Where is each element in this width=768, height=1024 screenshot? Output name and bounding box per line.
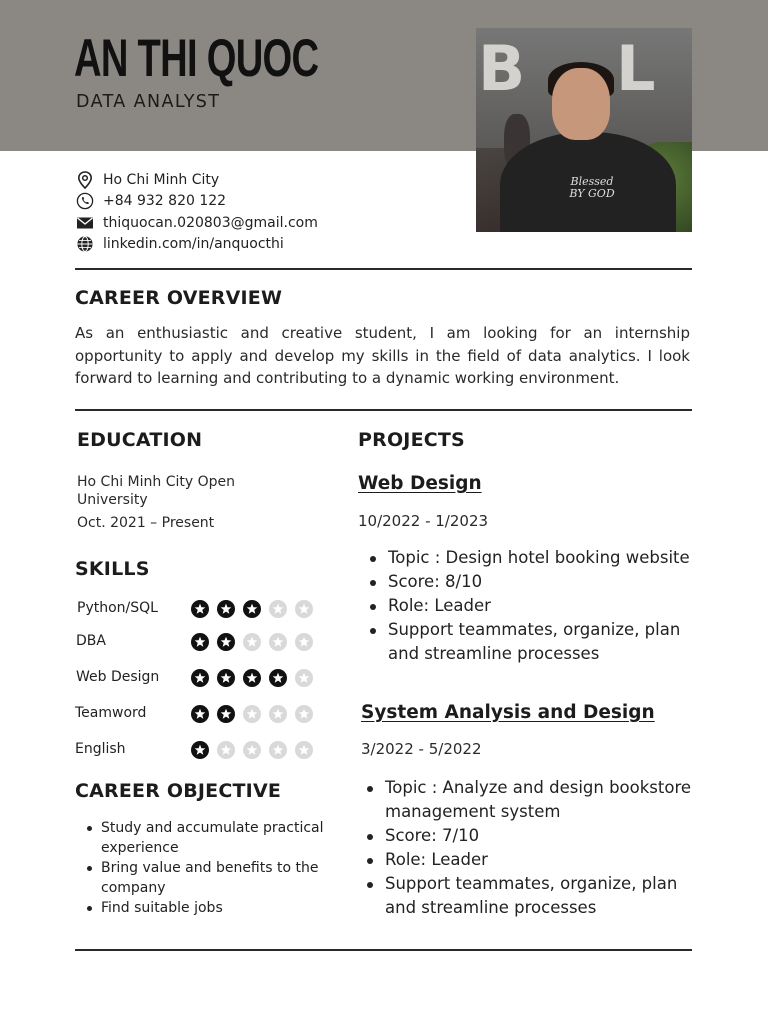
skill-label: DBA	[76, 633, 106, 649]
star-empty-icon	[243, 633, 261, 651]
star-empty-icon	[295, 600, 313, 618]
career-overview-heading: CAREER OVERVIEW	[75, 287, 283, 309]
list-item: Role: Leader	[363, 848, 703, 872]
star-filled-icon	[217, 600, 235, 618]
education-school: Ho Chi Minh City Open University	[77, 474, 235, 508]
star-empty-icon	[243, 741, 261, 759]
profile-photo	[476, 28, 692, 232]
contact-phone	[76, 191, 226, 211]
skill-rating	[191, 705, 313, 723]
career-overview-text: As an enthusiastic and creative student, I am looking for an internship opportunity to apply and develop my skills in the field of data analytics. I look forward to learning and contributing to a dynamic working environment.	[75, 324, 690, 387]
skill-label: Python/SQL	[77, 600, 158, 616]
skill-rating	[191, 600, 313, 618]
star-empty-icon	[269, 600, 287, 618]
contact-location	[76, 170, 219, 190]
location-text: Ho Chi Minh City	[103, 172, 220, 188]
project-title: System Analysis and Design	[361, 702, 655, 723]
star-empty-icon	[269, 705, 287, 723]
contact-linkedin[interactable]	[76, 234, 284, 254]
globe-icon	[76, 235, 94, 253]
skill-rating	[191, 669, 313, 687]
envelope-icon	[76, 214, 94, 232]
photo-head	[552, 68, 610, 140]
list-item: Role: Leader	[366, 594, 706, 618]
list-item: Support teammates, organize, plan and streamline processes	[366, 618, 706, 666]
star-filled-icon	[191, 741, 209, 759]
star-filled-icon	[217, 669, 235, 687]
phone-text: +84 932 820 122	[103, 193, 227, 209]
project-dates: 3/2022 - 5/2022	[361, 740, 482, 758]
section-divider	[75, 409, 692, 411]
list-item: Topic : Design hotel booking website	[366, 546, 706, 570]
star-filled-icon	[191, 600, 209, 618]
star-filled-icon	[269, 669, 287, 687]
star-empty-icon	[295, 741, 313, 759]
photo-wall-letter: L	[616, 32, 656, 105]
list-item: Bring value and benefits to the company	[86, 858, 336, 898]
star-filled-icon	[191, 633, 209, 651]
star-empty-icon	[295, 705, 313, 723]
star-filled-icon	[191, 705, 209, 723]
shirt-text-line: BY GOD	[569, 187, 615, 201]
project-dates: 10/2022 - 1/2023	[358, 512, 489, 530]
education-heading: EDUCATION	[77, 429, 203, 451]
career-objective-heading: CAREER OBJECTIVE	[75, 780, 282, 802]
list-item: Find suitable jobs	[86, 898, 336, 918]
star-filled-icon	[243, 669, 261, 687]
skills-heading: SKILLS	[75, 558, 150, 580]
skill-rating	[191, 741, 313, 759]
linkedin-link[interactable]: linkedin.com/in/anquocthi	[103, 236, 284, 252]
list-item: Score: 7/10	[363, 824, 703, 848]
star-empty-icon	[243, 705, 261, 723]
section-divider	[75, 268, 692, 270]
star-filled-icon	[217, 633, 235, 651]
star-empty-icon	[295, 669, 313, 687]
star-filled-icon	[217, 705, 235, 723]
career-objective-list	[86, 818, 336, 918]
education-dates: Oct. 2021 – Present	[77, 515, 215, 531]
email-link[interactable]: thiquocan.020803@gmail.com	[103, 215, 318, 231]
contact-email[interactable]	[76, 213, 318, 233]
skill-label: English	[75, 741, 126, 757]
list-item: Score: 8/10	[366, 570, 706, 594]
project-details	[363, 776, 703, 920]
phone-icon	[76, 192, 94, 210]
job-title: DATA ANALYST	[76, 92, 221, 112]
skill-rating	[191, 633, 313, 651]
skill-label: Teamword	[75, 705, 147, 721]
star-filled-icon	[243, 600, 261, 618]
shirt-text-line: Blessed	[570, 175, 614, 188]
section-divider	[75, 949, 692, 951]
star-empty-icon	[217, 741, 235, 759]
list-item: Support teammates, organize, plan and streamline processes	[363, 872, 703, 920]
star-empty-icon	[269, 633, 287, 651]
photo-shirt-print	[564, 176, 620, 200]
projects-heading: PROJECTS	[358, 429, 465, 451]
project-title: Web Design	[358, 473, 482, 494]
star-filled-icon	[191, 669, 209, 687]
list-item: Topic : Analyze and design bookstore management system	[363, 776, 703, 824]
photo-wall-letter: B	[478, 32, 526, 105]
candidate-name: AN THI QUOC	[74, 29, 319, 88]
skill-label: Web Design	[76, 669, 160, 685]
star-empty-icon	[295, 633, 313, 651]
project-details	[366, 546, 706, 666]
location-pin-icon	[76, 171, 94, 189]
list-item: Study and accumulate practical experience	[86, 818, 336, 858]
star-empty-icon	[269, 741, 287, 759]
